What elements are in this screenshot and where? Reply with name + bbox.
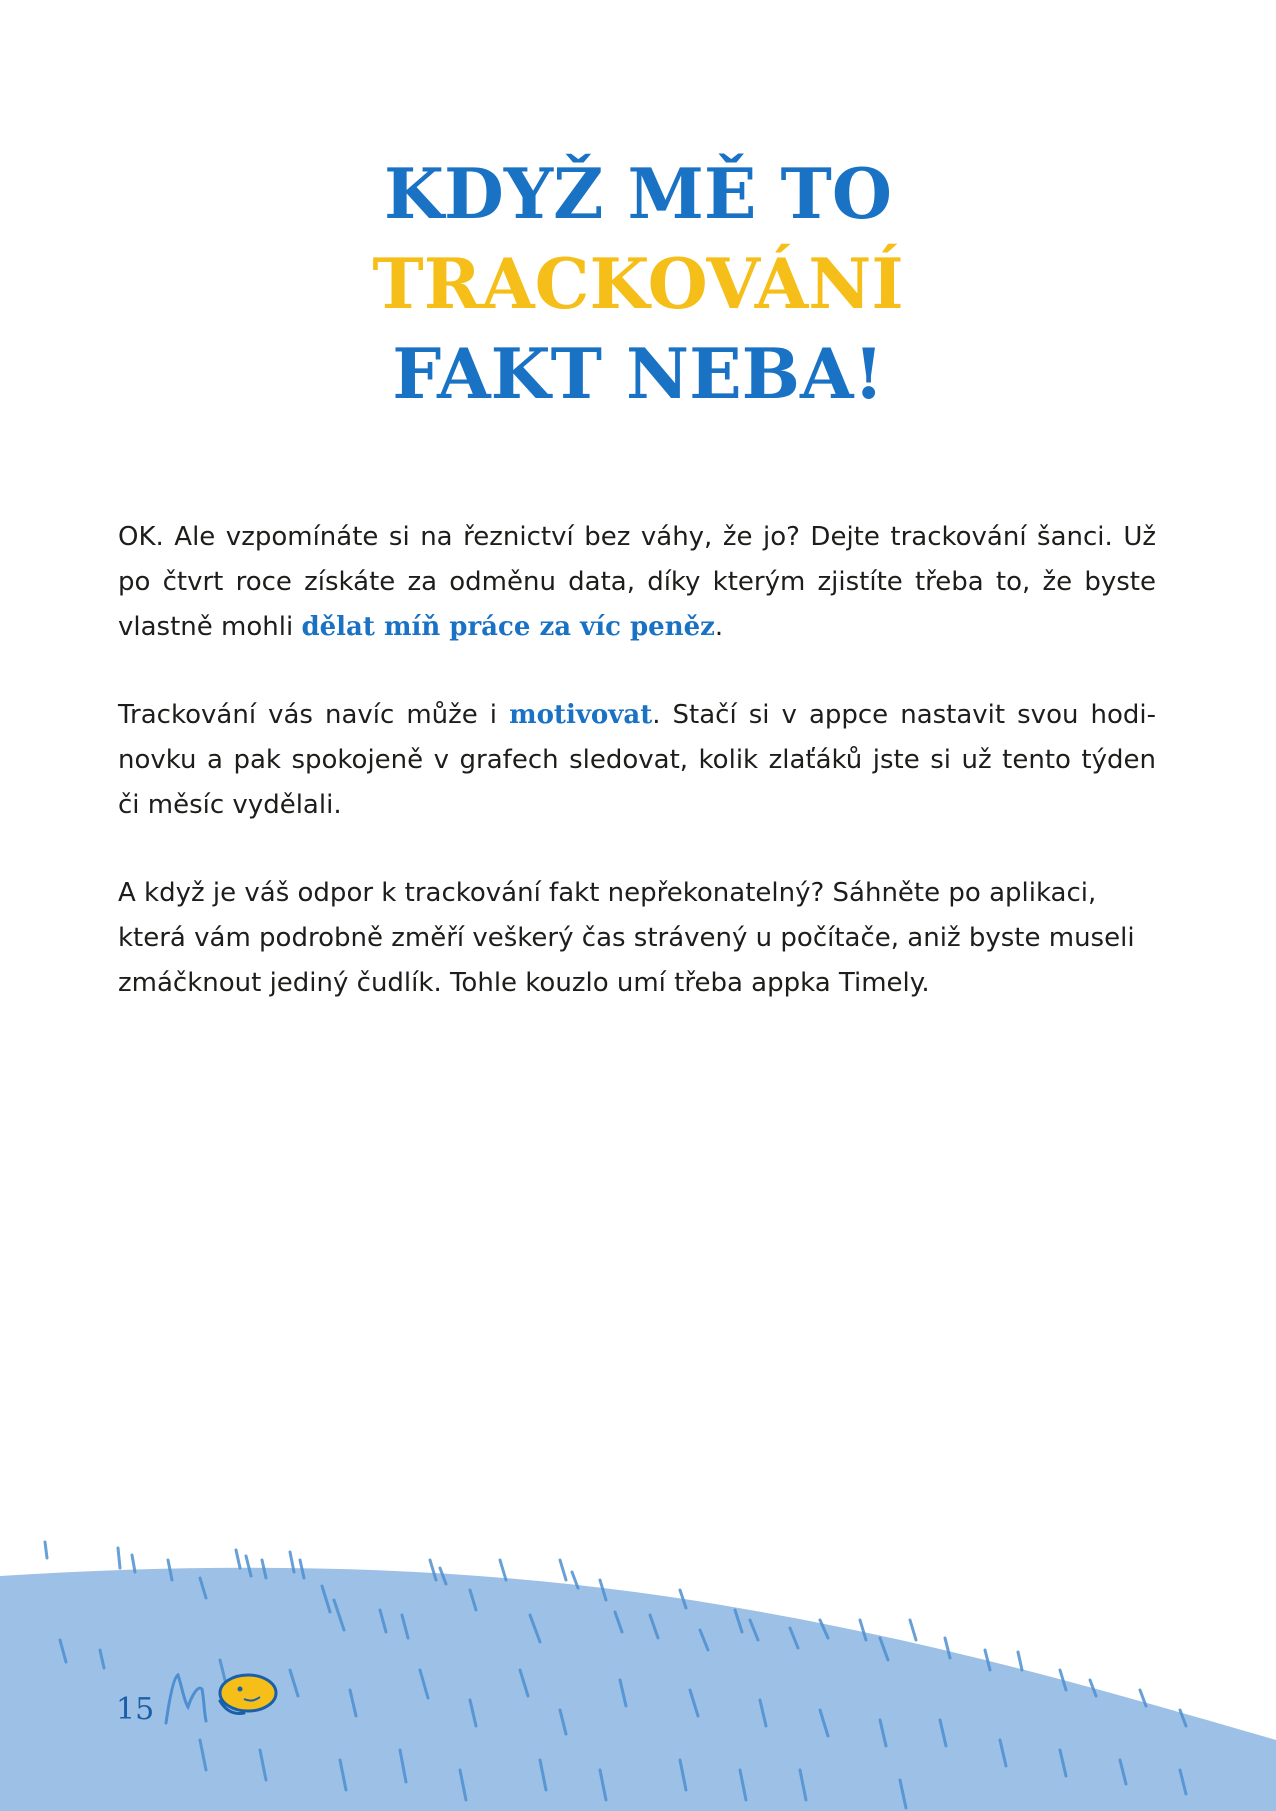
paragraph-2 (118, 693, 1156, 828)
paragraph-1-highlight: dělat míň práce za víc peněz (301, 612, 715, 642)
paragraph-2-highlight: motivovat (509, 700, 653, 730)
paragraph-1-end: . (714, 612, 724, 642)
paragraph-3 (118, 871, 1156, 1006)
headline-line-3: FAKT NEBA! (392, 334, 884, 415)
headline-line-2: TRACKOVÁNÍ (372, 244, 904, 325)
paragraph-3-text: A když je váš odpor k trackování fakt nepřekonatelný? Sáhněte po aplikaci, která vám podrobně změří veškerý čas strávený u počítače, aniž byste museli zmáčknout jediný čudlík. Tohle kouzlo umí třeba appka Timely. (118, 878, 1135, 998)
headline-line-1: KDYŽ MĚ TO (384, 154, 892, 235)
paragraph-1-text: OK. Ale vzpomínáte si na řeznictví bez váhy, že jo? Dejte trackování šanci. Už po čtvrt roce získáte za odměnu data, díky kterým zjistíte třeba to, že byste vlastně mohli (118, 522, 1156, 642)
paragraph-2-end: . Stačí si v appce nastavit svou hodinovku a pak spokojeně v grafech sledovat, kolik zlaťáků jste si už tento týden či měsíc vydělali. (118, 700, 1156, 820)
paragraph-2-text: Trackování vás navíc může i (118, 700, 510, 730)
mascot-icon (160, 1655, 290, 1735)
page-number: 15 (116, 1692, 155, 1727)
paragraph-1 (118, 515, 1156, 650)
page-headline (0, 150, 1276, 420)
body-text (118, 515, 1156, 1049)
